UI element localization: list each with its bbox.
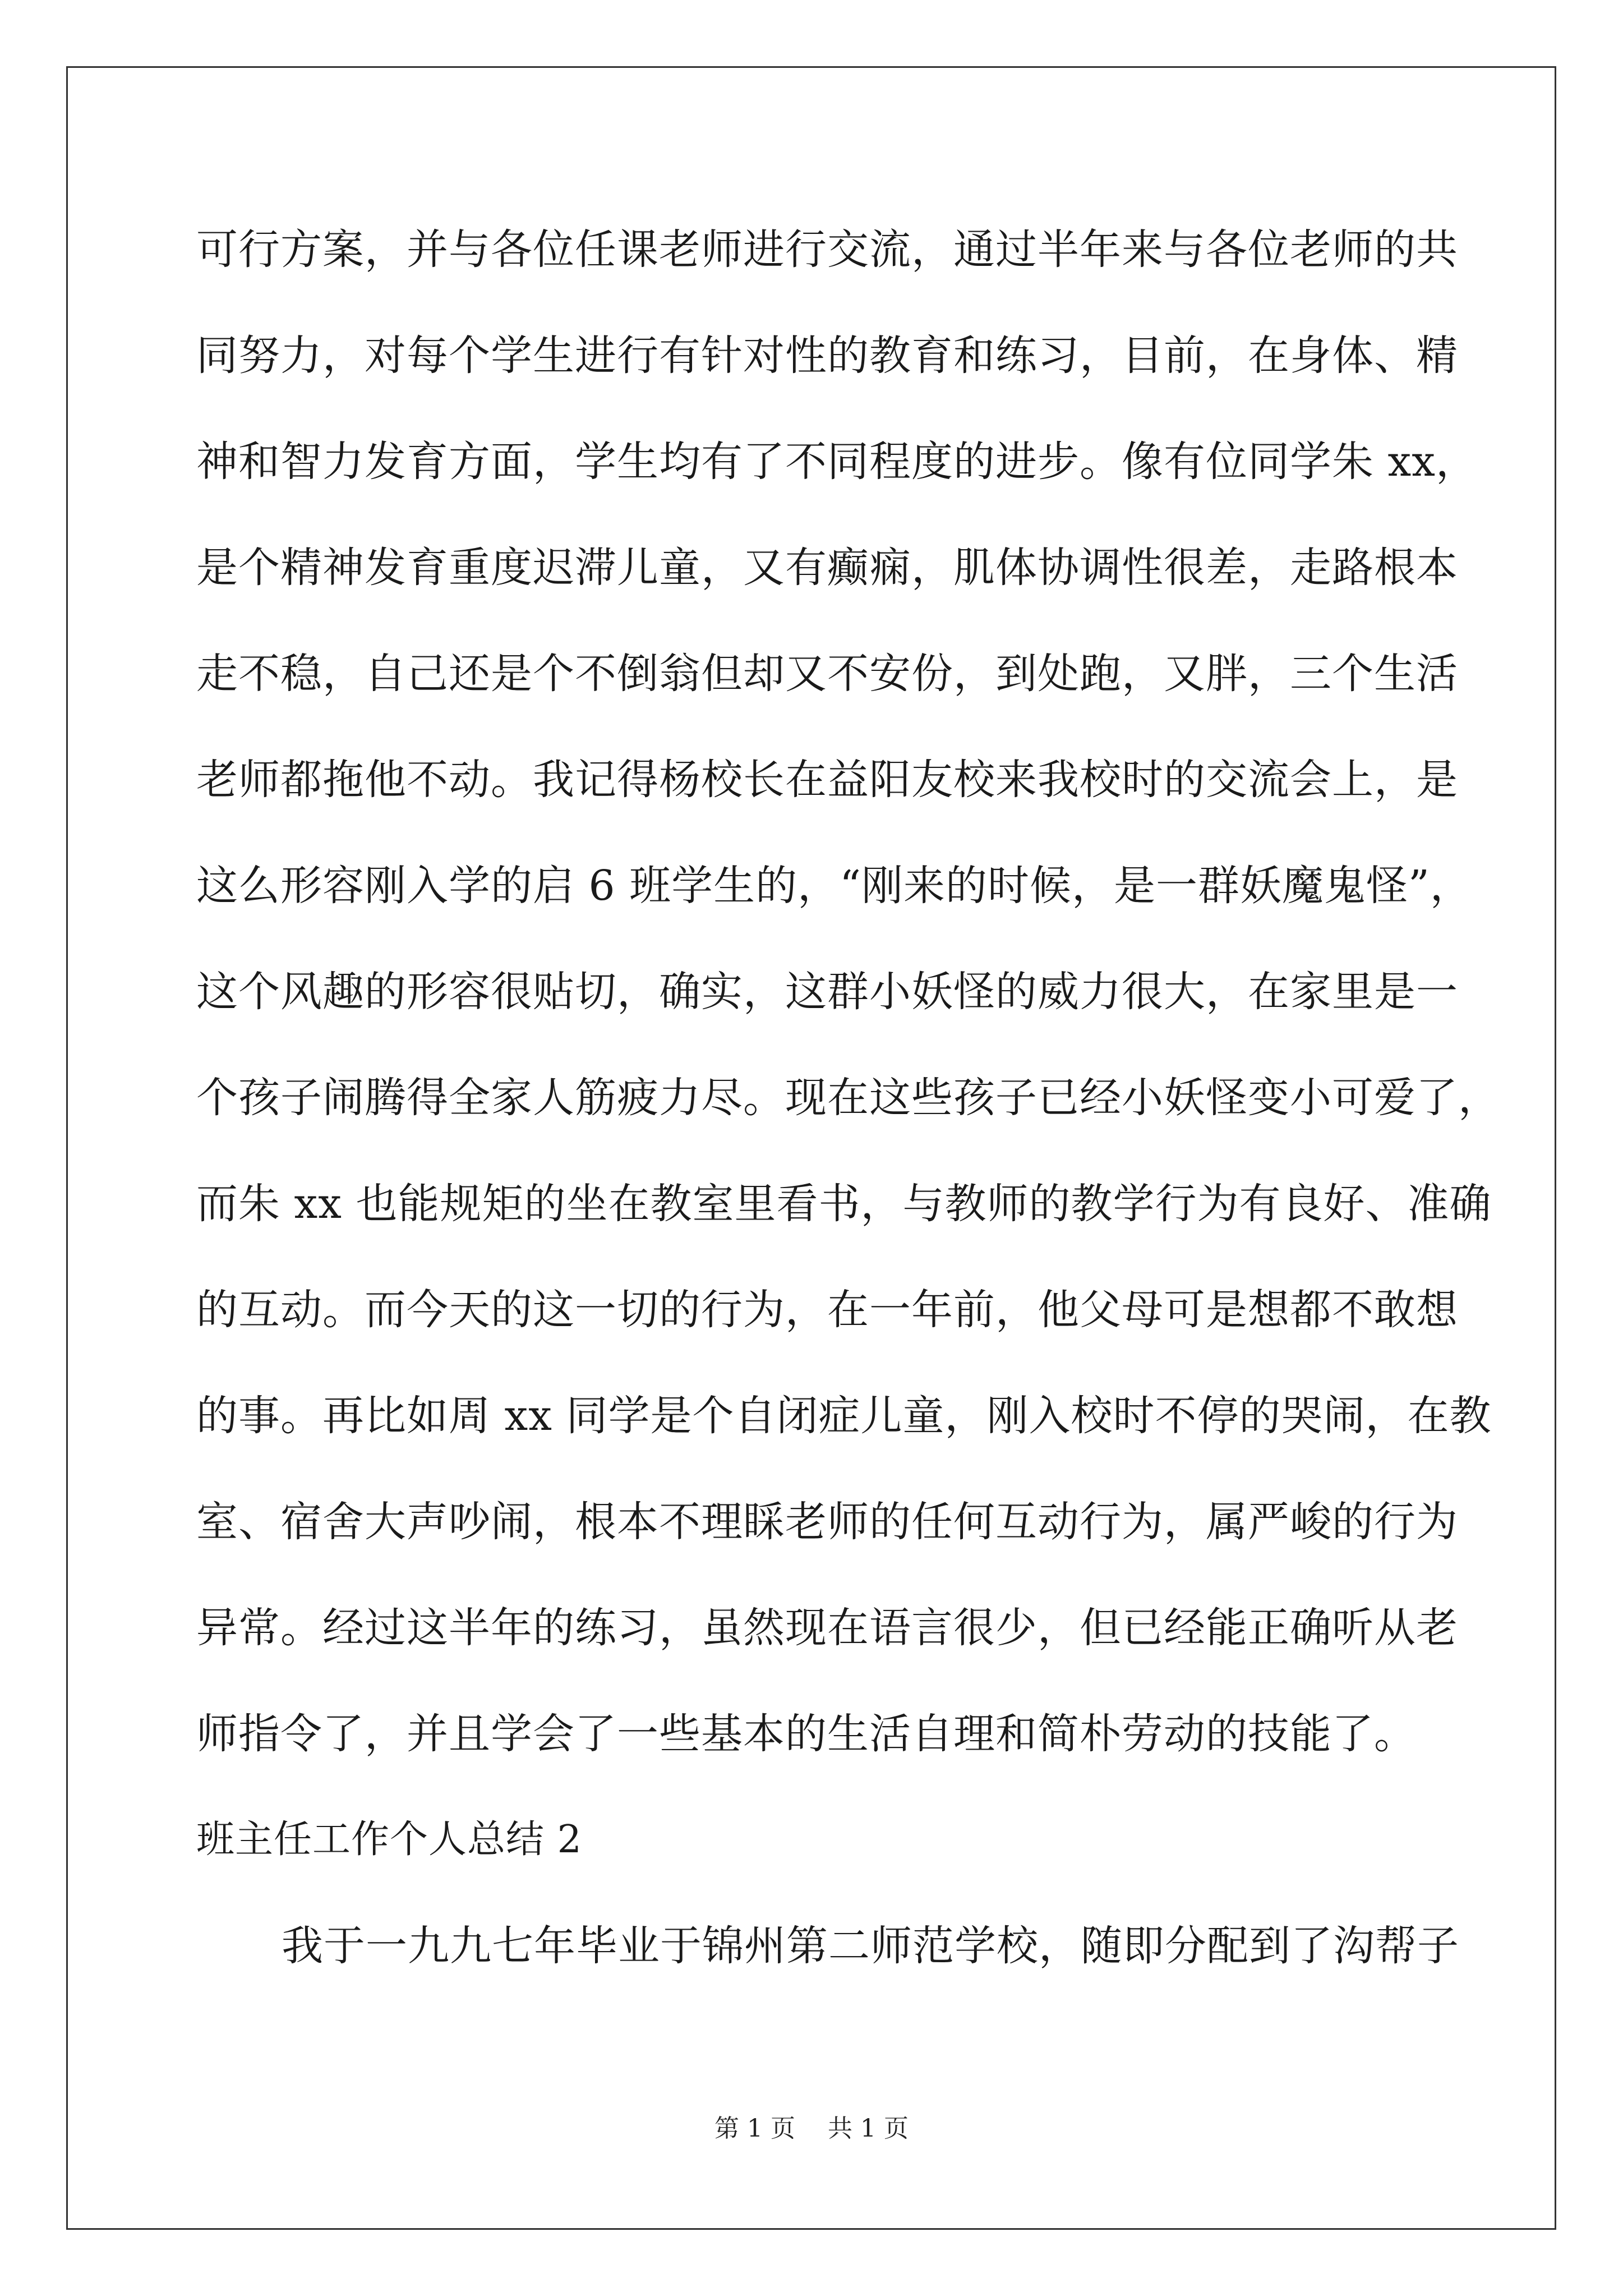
text-line: 而朱 xx 也能规矩的坐在教室里看书，与教师的教学行为有良好、准确	[196, 1180, 1492, 1228]
text-line: 同努力，对每个学生进行有针对性的教育和练习，目前，在身体、精	[196, 332, 1458, 380]
text-line: 走不稳，自己还是个不倒翁但却又不安份，到处跑，又胖，三个生活	[196, 650, 1458, 698]
page-footer	[0, 2112, 1623, 2146]
page-number: 第 1 页	[714, 2114, 795, 2143]
text-line: 可行方案，并与各位任课老师进行交流，通过半年来与各位老师的共	[196, 226, 1458, 274]
text-line: 老师都拖他不动。我记得杨校长在益阳友校来我校时的交流会上，是	[196, 756, 1458, 804]
text-line: 师指令了，并且学会了一些基本的生活自理和简朴劳动的技能了。	[196, 1710, 1416, 1758]
text-line: 异常。经过这半年的练习，虽然现在语言很少，但已经能正确听从老	[196, 1604, 1458, 1652]
text-line: 个孩子闹腾得全家人筋疲力尽。现在这些孩子已经小妖怪变小可爱了，	[196, 1074, 1500, 1122]
text-line: 这么形容刚入学的启 6 班学生的，“刚来的时候，是一群妖魔鬼怪”，	[196, 862, 1472, 910]
text-line: 这个风趣的形容很贴切，确实，这群小妖怪的威力很大，在家里是一	[196, 968, 1458, 1016]
document-body	[196, 208, 1500, 2010]
text-line: 的事。再比如周 xx 同学是个自闭症儿童，刚入校时不停的哭闹，在教	[196, 1392, 1492, 1440]
text-line: 是个精神发育重度迟滞儿童，又有癫痫，肌体协调性很差，走路根本	[196, 544, 1458, 592]
text-line: 室、宿舍大声吵闹，根本不理睬老师的任何互动行为，属严峻的行为	[196, 1498, 1458, 1546]
page-total: 共 1 页	[828, 2114, 909, 2143]
text-line: 神和智力发育方面，学生均有了不同程度的进步。像有位同学朱 xx，	[196, 438, 1478, 486]
paragraph-first-line: 我于一九九七年毕业于锦州第二师范学校，随即分配到了沟帮子	[282, 1922, 1459, 1970]
section-heading: 班主任工作个人总结 2	[196, 1818, 582, 1862]
text-line: 的互动。而今天的这一切的行为，在一年前，他父母可是想都不敢想	[196, 1286, 1458, 1334]
